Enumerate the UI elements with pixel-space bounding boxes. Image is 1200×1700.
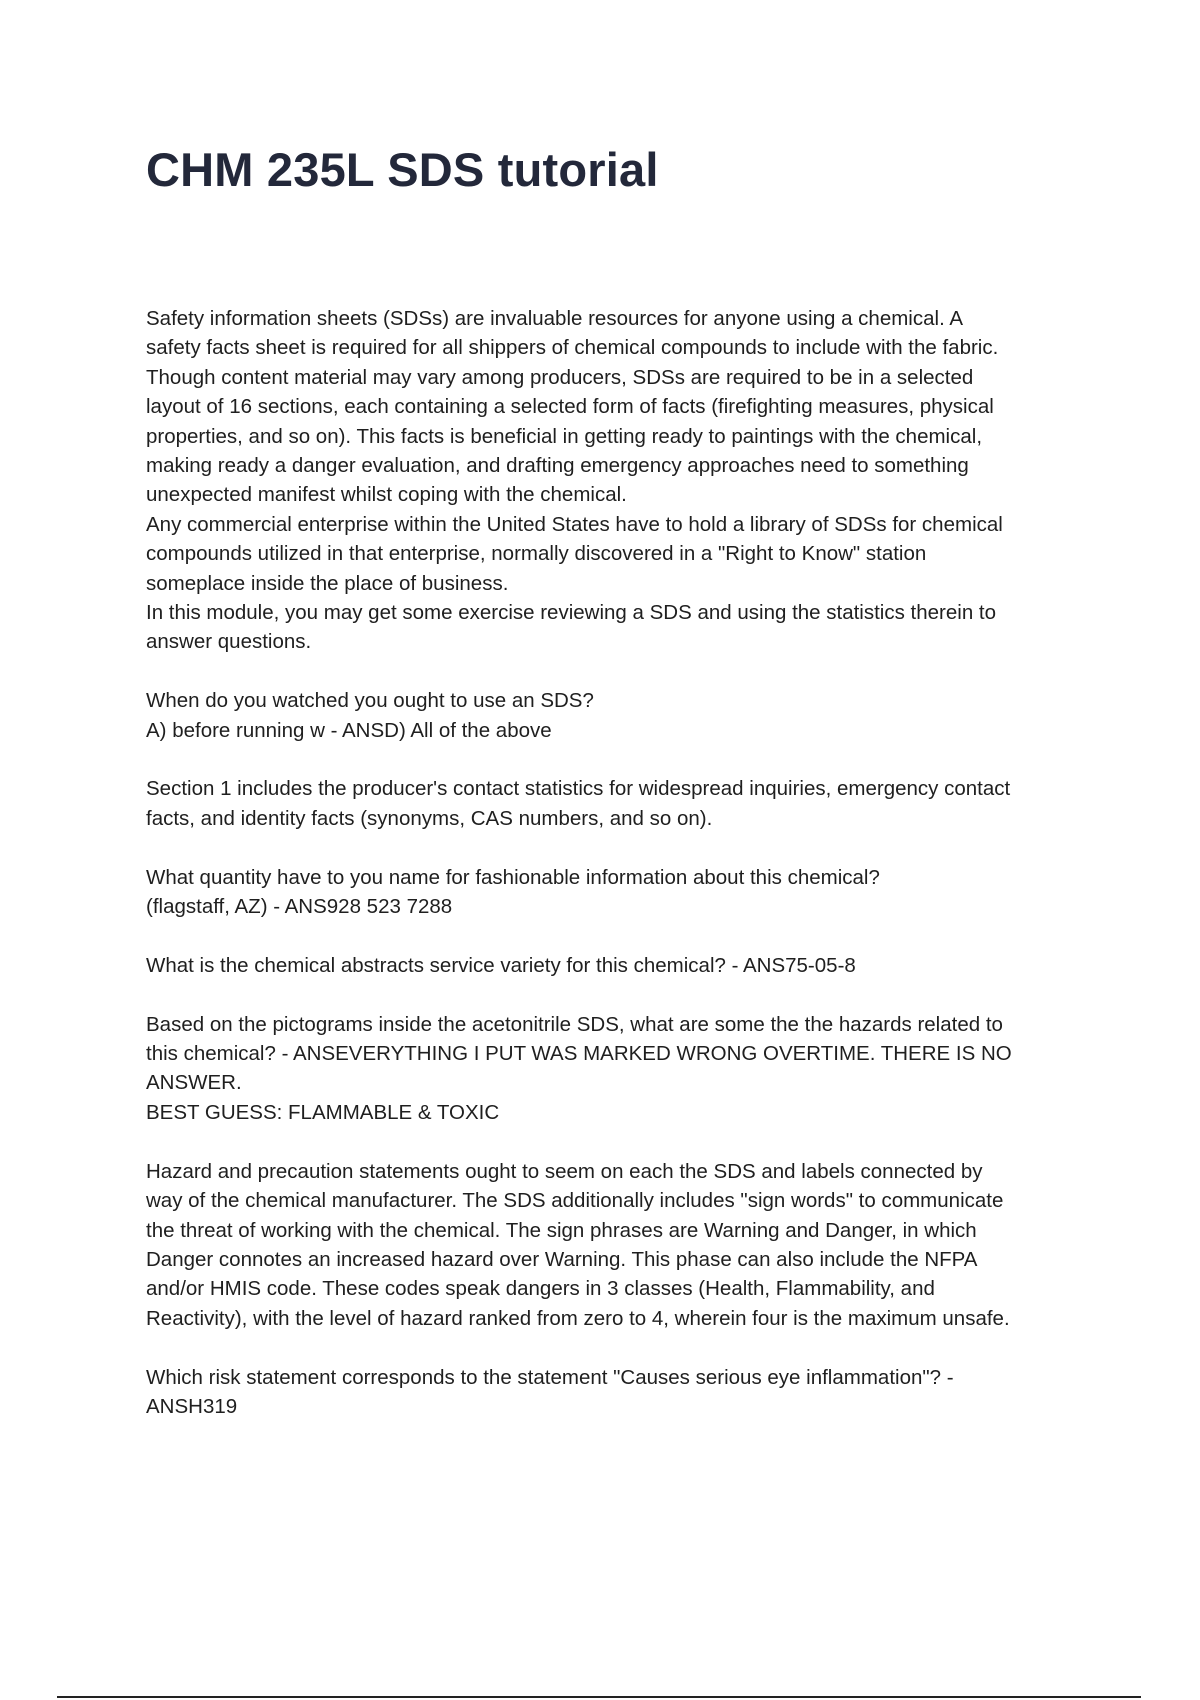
- text-line: Hazard and precaution statements ought to seem on each the SDS and labels connected by: [146, 1159, 983, 1183]
- text-line: the threat of working with the chemical. The sign phrases are Warning and Danger, in which: [146, 1218, 977, 1242]
- paragraph-gap: [146, 833, 1096, 862]
- text-line: Any commercial enterprise within the United States have to hold a library of SDSs for chemical: [146, 512, 1003, 536]
- question-text: this chemical? - ANSEVERYTHING I PUT WAS MARKED WRONG OVERTIME. THERE IS NO: [146, 1042, 1012, 1066]
- paragraph-gap: [146, 921, 1096, 950]
- question-cas-number: [146, 951, 1096, 980]
- hazard-statements-paragraph: [146, 1157, 1096, 1333]
- text-line: and/or HMIS code. These codes speak dangers in 3 classes (Health, Flammability, and: [146, 1277, 935, 1301]
- text-line: unexpected manifest whilst coping with the chemical.: [146, 483, 627, 507]
- text-line: way of the chemical manufacturer. The SDS additionally includes "sign words" to communicate: [146, 1189, 1004, 1213]
- text-line: properties, and so on). This facts is beneficial in getting ready to paintings with the chemical,: [146, 424, 983, 448]
- answer-text: BEST GUESS: FLAMMABLE & TOXIC: [146, 1100, 500, 1124]
- question-text: Based on the pictograms inside the acetonitrile SDS, what are some the the hazards related to: [146, 1012, 1003, 1036]
- footer-divider: [57, 1696, 1141, 1698]
- text-line: facts, and identity facts (synonyms, CAS numbers, and so on).: [146, 806, 713, 830]
- text-line: answer questions.: [146, 630, 312, 654]
- question-phone-number: [146, 863, 1096, 922]
- text-line: Safety information sheets (SDSs) are invaluable resources for anyone using a chemical. A: [146, 307, 963, 330]
- answer-text: ANSH319: [146, 1394, 238, 1418]
- text-line: Though content material may vary among producers, SDSs are required to be in a selected: [146, 365, 974, 389]
- text-line: layout of 16 sections, each containing a selected form of facts (firefighting measures, physical: [146, 395, 994, 419]
- question-text: What quantity have to you name for fashionable information about this chemical?: [146, 865, 880, 889]
- text-line: Reactivity), with the level of hazard ranked from zero to 4, wherein four is the maximum unsafe.: [146, 1306, 1010, 1330]
- answer-text: ANSWER.: [146, 1071, 242, 1095]
- document-title: CHM 235L SDS tutorial: [146, 143, 659, 196]
- paragraph-gap: [146, 745, 1096, 774]
- text-line: In this module, you may get some exercise reviewing a SDS and using the statistics therein to: [146, 601, 997, 625]
- question-sds-usage: [146, 686, 1096, 745]
- question-risk-statement: [146, 1363, 1096, 1422]
- paragraph-gap: [146, 1127, 1096, 1156]
- answer-text: A) before running w - ANSD) All of the above: [146, 718, 552, 742]
- text-line: someplace inside the place of business.: [146, 571, 509, 595]
- text-line: Danger connotes an increased hazard over Warning. This phase can also include the NFPA: [146, 1247, 978, 1271]
- paragraph-gap: [146, 980, 1096, 1009]
- answer-text: (flagstaff, AZ) - ANS928 523 7288: [146, 895, 453, 919]
- text-line: safety facts sheet is required for all shippers of chemical compounds to include with the fabric.: [146, 336, 999, 360]
- document-body: [146, 304, 1096, 1421]
- paragraph-gap: [146, 1333, 1096, 1362]
- text-line: Section 1 includes the producer's contact statistics for widespread inquiries, emergency contact: [146, 777, 1011, 801]
- paragraph-gap: [146, 657, 1096, 686]
- question-pictograms: [146, 1010, 1096, 1128]
- section-1-paragraph: [146, 774, 1096, 833]
- question-text: When do you watched you ought to use an SDS?: [146, 689, 594, 713]
- text-line: making ready a danger evaluation, and drafting emergency approaches need to something: [146, 454, 969, 478]
- question-text: Which risk statement corresponds to the statement "Causes serious eye inflammation"? -: [146, 1365, 954, 1389]
- question-text: What is the chemical abstracts service variety for this chemical? - ANS75-05-8: [146, 953, 856, 977]
- intro-paragraph: [146, 304, 1096, 657]
- text-line: compounds utilized in that enterprise, normally discovered in a "Right to Know" station: [146, 542, 927, 566]
